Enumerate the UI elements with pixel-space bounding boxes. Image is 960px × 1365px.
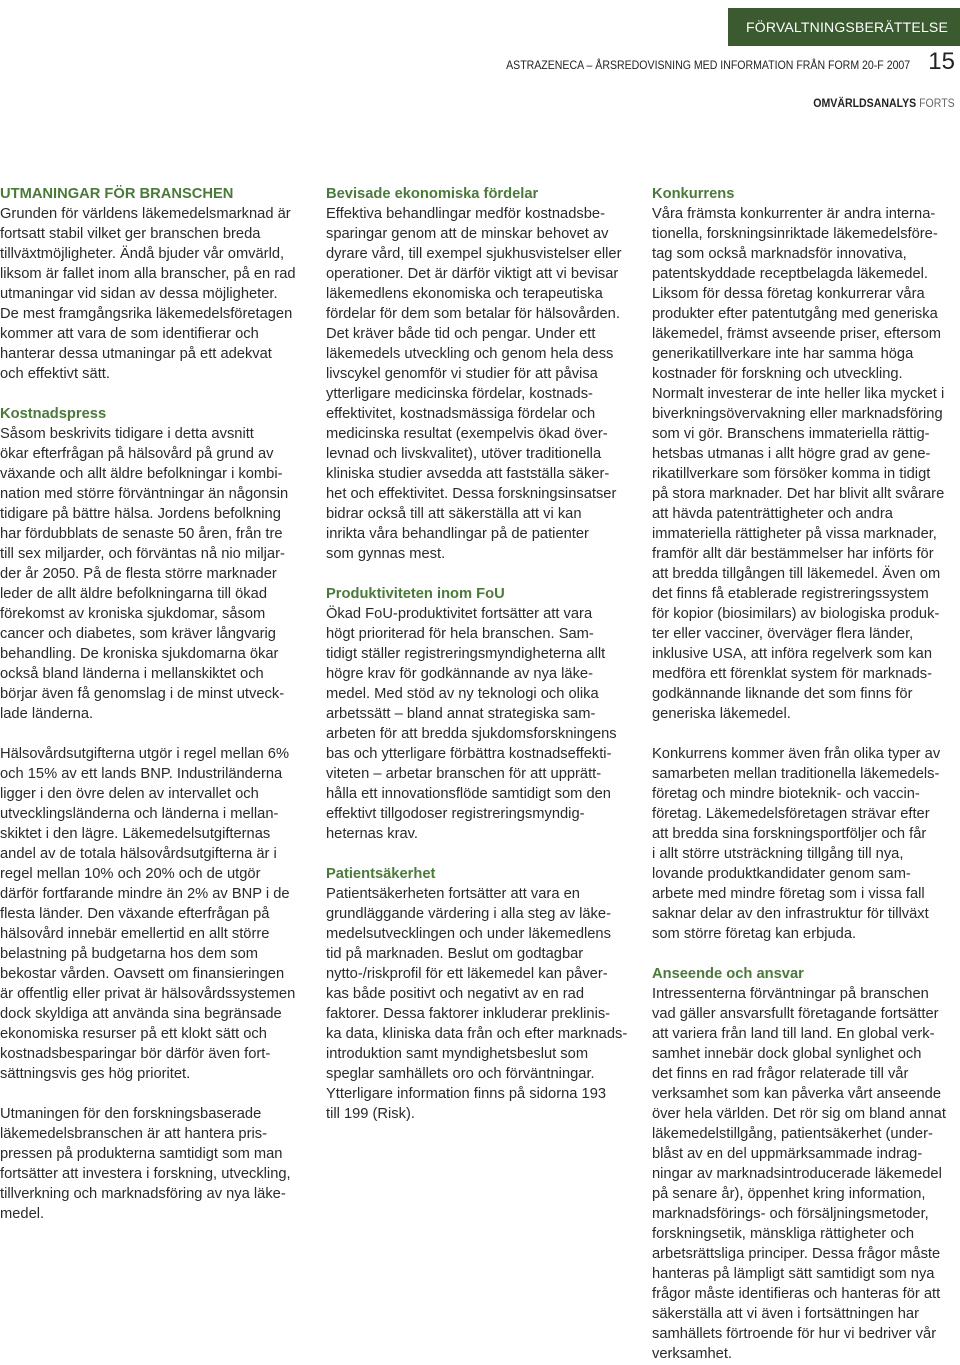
article-section	[326, 184, 644, 564]
subsection-label	[814, 96, 955, 110]
body-paragraph: Grunden för världens läkemedelsmarknad är fortsatt stabil vilket ger branschen breda tillväxtmöjligheter. Ändå bjuder vår omvärld, liksom är fallet inom alla branscher, på en rad utmaningar vid sidan av dessa möjligheter. De mest framgångsrika läkemedelsföretagen kommer att vara de som identifierar och hanterar dessa utmaningar på ett adekvat och effektivt sätt.	[0, 206, 296, 382]
subsection-name: OMVÄRLDSANALYS	[813, 96, 917, 110]
article-section	[652, 184, 956, 944]
text-column-3	[652, 184, 956, 1364]
article-section	[0, 404, 312, 1224]
section-heading: UTMANINGAR FÖR BRANSCHEN	[0, 186, 234, 202]
section-heading: Patientsäkerhet	[326, 866, 436, 882]
body-paragraph: Patientsäkerheten fortsätter att vara en grundläggande värdering i alla steg av läke- medelsutvecklingen och under läkemedlens tid på marknaden. Beslut om godtagbar nytto-/riskprofil för ett läkemedel kan påver- kas både positivt och negativt av en rad faktorer. Dessa faktorer inkluderar preklinis- ka data, kliniska data från och efter marknads- introduktion samt myndighetsbeslut som speglar samhällets oro och förväntningar. Ytterligare information finns på sidorna 193 till 199 (Risk).	[326, 886, 628, 1122]
body-paragraph: Såsom beskrivits tidigare i detta avsnitt ökar efterfrågan på hälsovård på grund av växande och allt äldre befolkningar i kombi- nation med större förväntningar än någonsin tidigare på bättre hälsa. Jordens befolkning har fördubblats de senaste 50 åren, från tre till sex miljarder, och förväntas nå nio miljar- der år 2050. På de flesta större marknader leder de allt äldre befolkningarna till ökad förekomst av kroniska sjukdomar, såsom cancer och diabetes, som kräver långvarig behandling. De kroniska sjukdomarna ökar också bland länderna i mellanskiktet och börjar även få genomslag i de minst utveck- lade länderna.	[0, 426, 289, 722]
body-paragraph: Ökad FoU-produktivitet fortsätter att vara högt prioriterad för hela branschen. Sam- tidigt ställer registreringsmyndigheterna allt högre krav för godkännande av nya läke- medel. Med stöd av ny teknologi och olika arbetssätt – bland annat strategiska sam- arbeten för att bredda sjukdomsforskningens bas och ytterligare förbättra kostnadseffekti- viteten – arbetar branschen för att upprätt- hålla ett innovationsflöde samtidigt som den effektivt tillgodoser registreringsmyndig- heternas krav.	[326, 606, 617, 842]
section-tab-label: FÖRVALTNINGSBERÄTTELSE	[746, 19, 948, 35]
body-paragraph: Utmaningen för den forskningsbaserade läkemedelsbranschen är att hantera pris- pressen på produkterna samtidigt som man fortsätter att investera i forskning, utveckling, tillverkning och marknadsföring av nya läke- medel.	[0, 1106, 291, 1222]
body-paragraph: Våra främsta konkurrenter är andra interna- tionella, forskningsinriktade läkemedelsföre- tag som också marknadsför innovativa, patentskyddade receptbelagda läkemedel. Liksom för dessa företag konkurrerar våra produkter efter patentutgång med generiska läkemedel, främst avseende priser, eftersom generikatillverkare inte har samma höga kostnader för forskning och utveckling. Normalt investerar de inte heller lika mycket i biverkningsövervakning eller marknadsföring som vi gör. Branschens immateriella rättig- hetsbas utmanas i allt högre grad av gene- rikatillverkare som försöker komma in tidigt på stora marknader. Det har blivit allt svårare att hävda patenträttigheter och andra immateriella rättigheter på vissa marknader, framför allt där bestämmelser har införts för att bredda tillgången till läkemedel. Även om det finns få etablerade registreringssystem för kopior (biosimilars) av biologiska produk- ter eller vacciner, överväger flera länder, inklusive USA, att införa regelverk som kan medföra ett förenklat system för marknads- godkännande liknande det som finns för generiska läkemedel.	[652, 206, 945, 722]
section-heading: Konkurrens	[652, 186, 735, 202]
page-number: 15	[928, 48, 955, 75]
article-section	[652, 964, 956, 1364]
subsection-suffix: FORTS	[919, 96, 955, 110]
article-section	[326, 584, 644, 844]
article-section	[326, 864, 644, 1124]
section-tab	[728, 8, 960, 46]
body-paragraph: Effektiva behandlingar medför kostnadsbe- sparingar genom att de minskar behovet av dyrare vård, till exempel sjukhusvistelser eller operationer. Det är därför viktigt att vi bevisar läkemedlens ekonomiska och terapeutiska fördelar för dem som betalar för hälsovården. Det kräver både tid och pengar. Under ett läkemedels utveckling och genom hela dess livscykel genomför vi studier för att påvisa ytterligare medicinska fördelar, kostnads- effektivitet, kostnadsmässiga fördelar och medicinska resultat (exempelvis ökad över- levnad och livskvalitet), utöver traditionella kliniska studier avsedda att fastställa säker- het och effektivitet. Dessa forskningsinsatser bidrar också till att säkerställa att vi kan inrikta våra behandlingar på de patienter som gynnas mest.	[326, 206, 622, 562]
text-column-2	[326, 184, 644, 1124]
running-title: ASTRAZENECA – ÅRSREDOVISNING MED INFORMATION FRÅN FORM 20-F 2007	[505, 58, 910, 72]
body-paragraph: Intressenterna förväntningar på branschen vad gäller ansvarsfullt företagande fortsätter att variera från land till land. En global verk- samhet innebär dock global synlighet och det finns en rad frågor relaterade till vår verksamhet som kan påverka vårt anseende över hela världen. Det rör sig om bland annat läkemedelstillgång, patientsäkerhet (under- blåst av en del uppmärksammade indrag- ningar av marknadsintroducerade läkemedel på senare år), öppenhet kring information, marknadsförings- och försäljningsmetoder, forskningsetik, mänskliga rättigheter och arbetsrättsliga principer. Dessa frågor måste hanteras på lämpligt sätt samtidigt som nya frågor måste identifieras och hanteras för att säkerställa att vi även i fortsättningen har samhällets förtroende för hur vi bedriver vår verksamhet.	[652, 986, 946, 1362]
article-section	[0, 184, 312, 384]
section-heading: Anseende och ansvar	[652, 966, 804, 982]
section-heading: Kostnadspress	[0, 406, 107, 422]
text-column-1	[0, 184, 312, 1224]
body-paragraph: Konkurrens kommer även från olika typer av samarbeten mellan traditionella läkemedels- företag och mindre bioteknik- och vaccin- företag. Läkemedelsföretagen strävar efter att bredda sina forskningsportföljer och får i allt större utsträckning tillgång till nya, lovande produktkandidater genom sam- arbete med mindre företag som i vissa fall saknar delar av den infrastruktur för tillväxt som större företag kan erbjuda.	[652, 746, 941, 942]
section-heading: Produktiviteten inom FoU	[326, 586, 505, 602]
body-paragraph: Hälsovårdsutgifterna utgör i regel mellan 6% och 15% av ett lands BNP. Industriländerna ligger i den övre delen av intervallet och utvecklingsländerna och länderna i mellan- skiktet i den lägre. Läkemedelsutgifternas andel av de totala hälsovårdsutgifterna är i regel mellan 10% och 20% och de utgör därför fortfarande mindre än 2% av BNP i de flesta länder. Den växande efterfrågan på hälsovård innebär emellertid en allt större belastning på budgetarna hos dem som bekostar vården. Oavsett om finansieringen är offentlig eller privat är hälsovårdssystemen dock skyldiga att använda sina begränsade ekonomiska resurser på ett klokt sätt och kostnadsbesparingar bör därför även fort- sättningsvis ges hög prioritet.	[0, 746, 296, 1082]
section-heading: Bevisade ekonomiska fördelar	[326, 186, 539, 202]
